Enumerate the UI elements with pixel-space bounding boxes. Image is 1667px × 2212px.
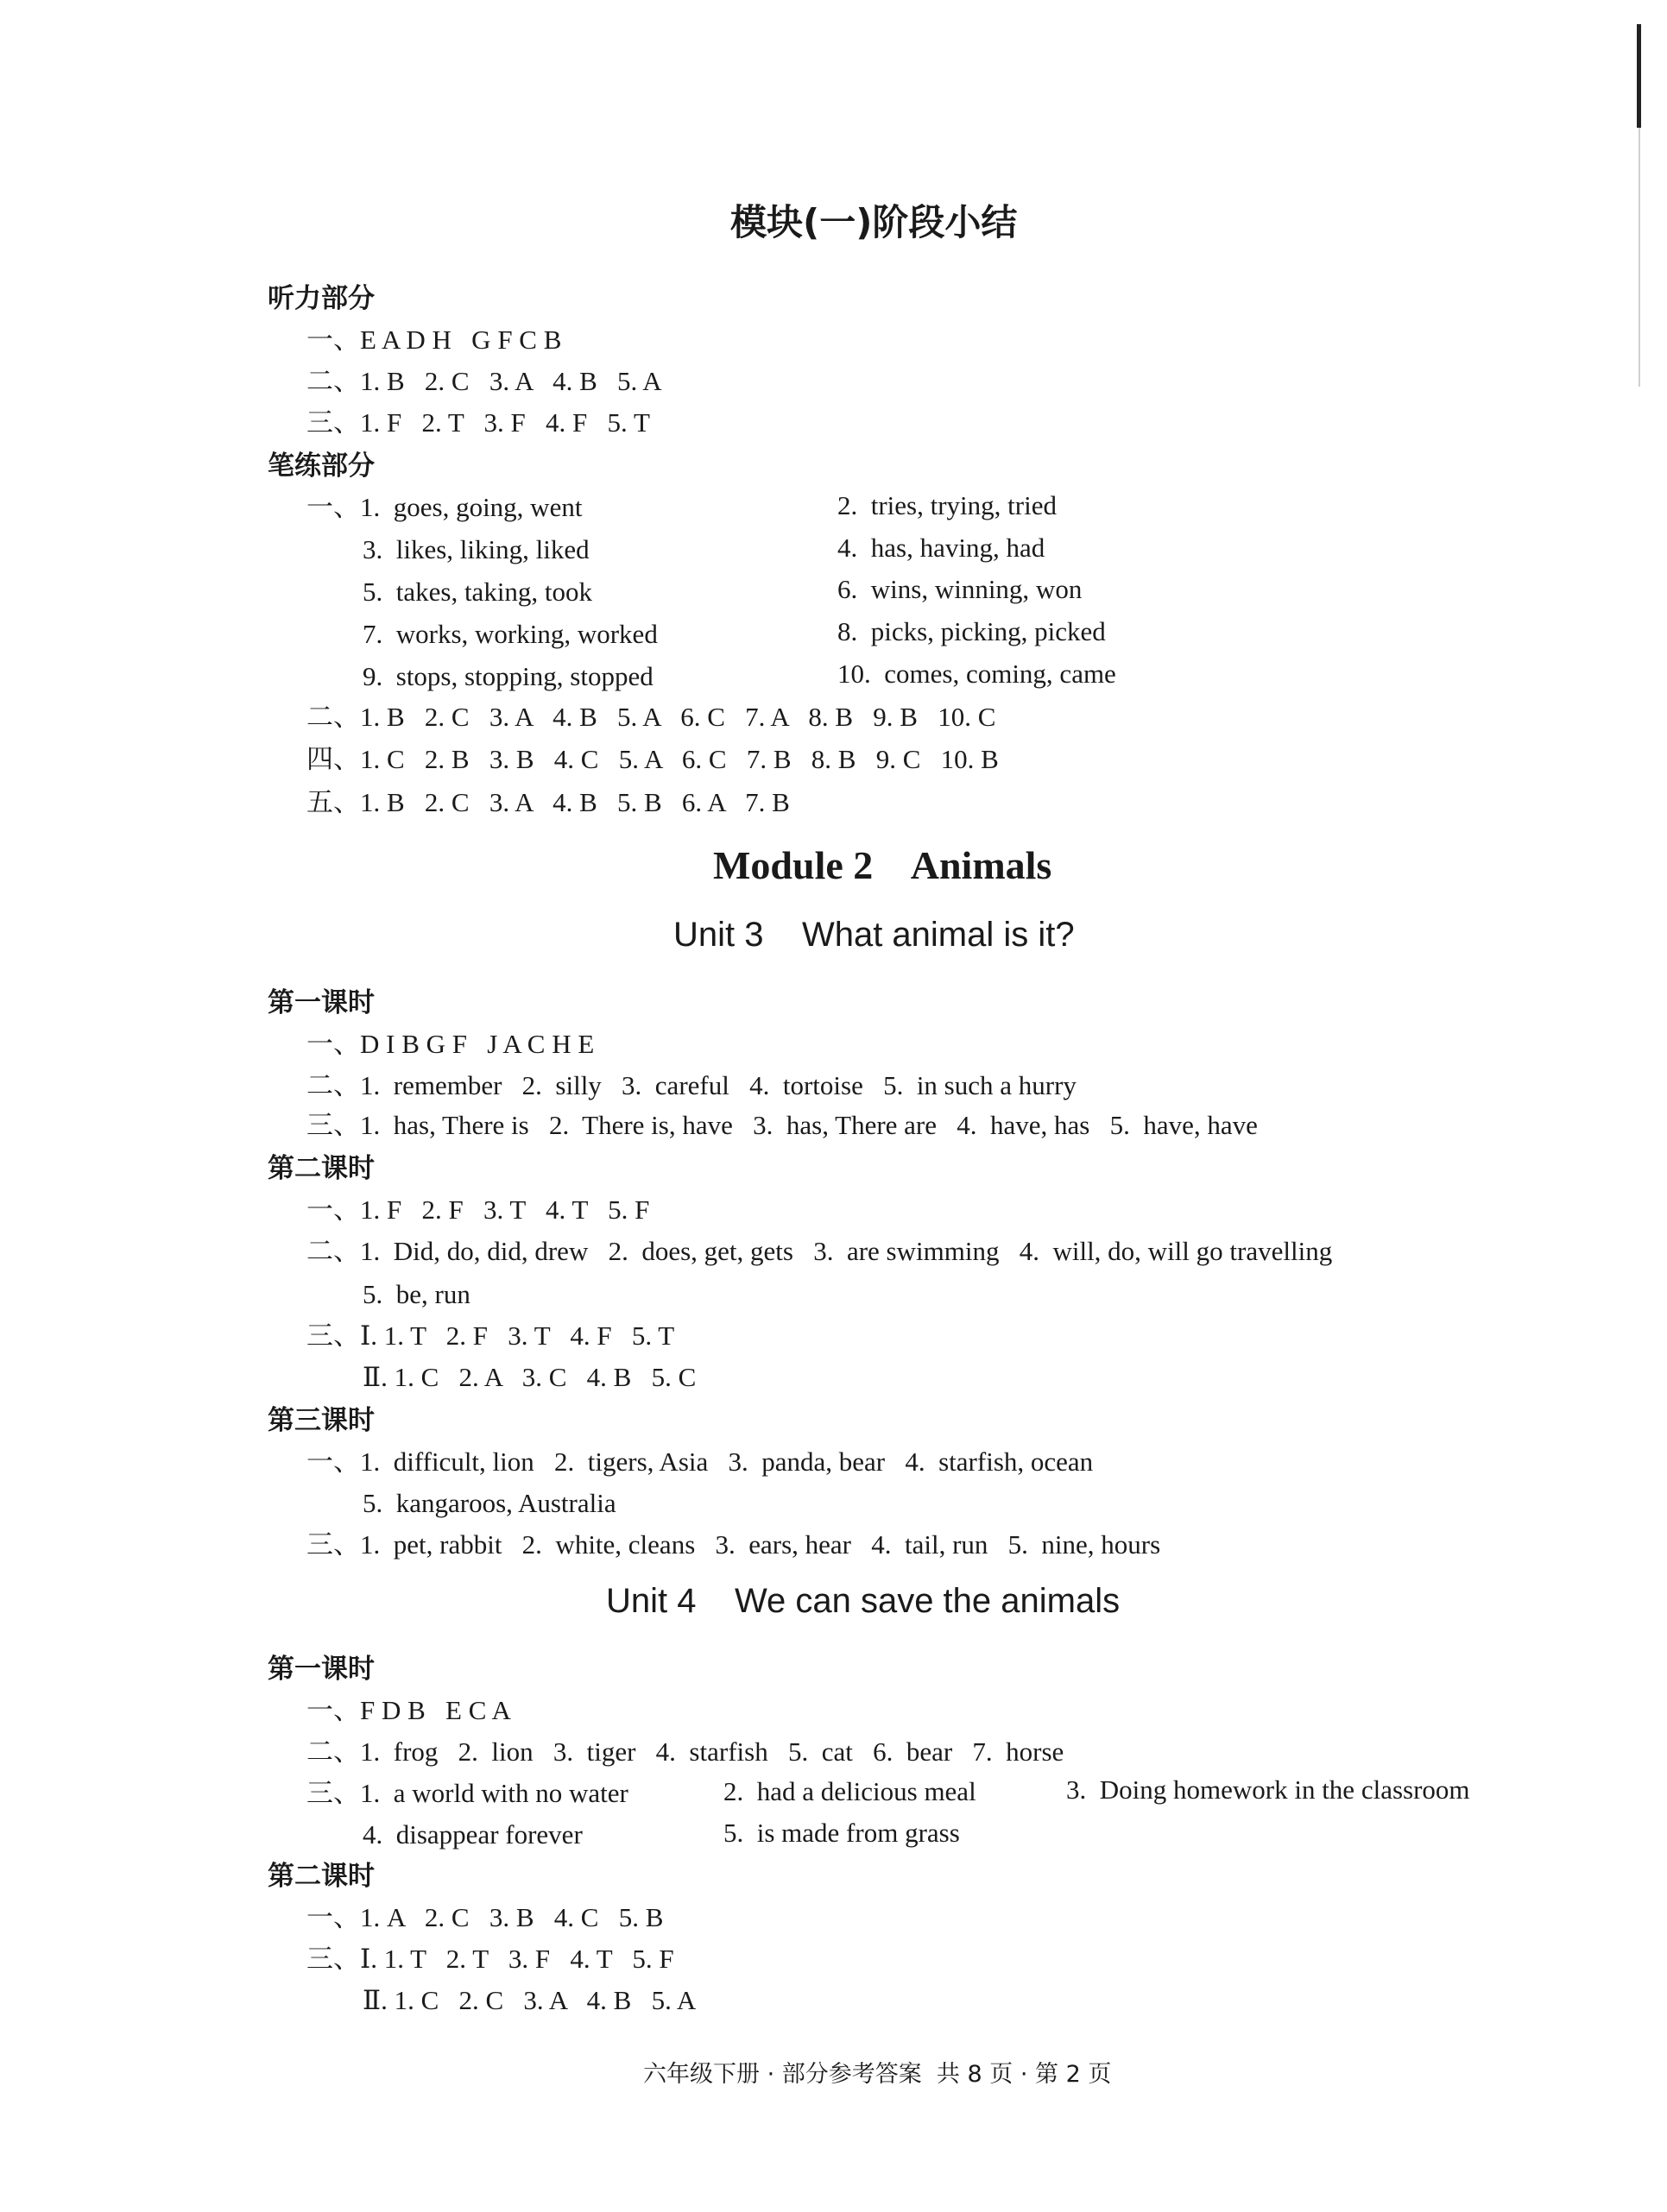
u3-l3-part3: 三、1. pet, rabbit 2. white, cleans 3. ears, hear 4. tail, run 5. nine, hours	[306, 1529, 1161, 1560]
writing-item-1: 一、1. goes, going, went	[306, 492, 583, 522]
u3-l1-part3: 三、1. has, There is 2. There is, have 3. has, There are 4. have, has 5. have, have	[306, 1110, 1258, 1140]
u4-l2-part3-ii: Ⅱ. 1. C 2. C 3. A 4. B 5. A	[363, 1985, 697, 2015]
listening-line-1: 一、E A D H G F C B	[306, 325, 562, 355]
u4-l1-part2: 二、1. frog 2. lion 3. tiger 4. starfish 5. cat 6. bear 7. horse	[306, 1736, 1064, 1767]
listening-line-3: 三、1. F 2. T 3. F 4. F 5. T	[306, 407, 650, 438]
listening-heading: 听力部分	[268, 283, 375, 314]
u3-l2-part2: 二、1. Did, do, did, drew 2. does, get, gets 3. are swimming 4. will, do, will go travelling	[306, 1236, 1333, 1266]
writing-item-4: 4. has, having, had	[837, 533, 1045, 563]
u4-l1-part3-4: 4. disappear forever	[363, 1819, 583, 1850]
writing-item-9: 9. stops, stopping, stopped	[363, 661, 654, 691]
summary-title: 模块(一)阶段小结	[730, 201, 1018, 243]
u3-l2-part2-cont: 5. be, run	[363, 1279, 470, 1309]
writing-item-6: 6. wins, winning, won	[837, 574, 1083, 604]
u3-l2-part3-i: 三、Ⅰ. 1. T 2. F 3. T 4. F 5. T	[306, 1320, 675, 1351]
unit4-title: Unit 4 We can save the animals	[606, 1582, 1121, 1620]
u3-l3-part1: 一、1. difficult, lion 2. tigers, Asia 3. panda, bear 4. starfish, ocean	[306, 1446, 1094, 1477]
unit3-title: Unit 3 What animal is it?	[673, 916, 1075, 954]
writing-heading: 笔练部分	[268, 451, 375, 482]
u4-lesson1-heading: 第一课时	[268, 1654, 375, 1685]
scan-edge-shadow	[1639, 128, 1640, 387]
writing-item-5: 5. takes, taking, took	[363, 577, 593, 607]
u3-l1-part1: 一、D I B G F J A C H E	[306, 1029, 595, 1059]
u3-l3-part1-cont: 5. kangaroos, Australia	[363, 1488, 616, 1518]
u4-l1-part1: 一、F D B E C A	[306, 1695, 511, 1725]
writing-part-5: 五、1. B 2. C 3. A 4. B 5. B 6. A 7. B	[306, 787, 790, 817]
writing-item-3: 3. likes, liking, liked	[363, 534, 590, 564]
module-title: Module 2 Animals	[713, 843, 1052, 887]
u4-lesson2-heading: 第二课时	[268, 1861, 375, 1892]
u4-l1-part3-5: 5. is made from grass	[723, 1818, 960, 1848]
writing-part-2: 二、1. B 2. C 3. A 4. B 5. A 6. C 7. A 8. B 9. B 10. C	[306, 702, 996, 732]
writing-item-8: 8. picks, picking, picked	[837, 616, 1106, 646]
writing-item-2: 2. tries, trying, tried	[837, 490, 1057, 520]
u3-l2-part1: 一、1. F 2. F 3. T 4. T 5. F	[306, 1194, 650, 1225]
writing-item-7: 7. works, working, worked	[363, 619, 658, 649]
u4-l1-part3-1: 三、1. a world with no water	[306, 1778, 628, 1808]
scan-edge-mark	[1637, 24, 1641, 128]
u3-l1-part2: 二、1. remember 2. silly 3. careful 4. tortoise 5. in such a hurry	[306, 1070, 1077, 1100]
page-footer: 六年级下册 · 部分参考答案 共 8 页 · 第 2 页	[643, 2061, 1112, 2088]
u3-lesson2-heading: 第二课时	[268, 1153, 375, 1184]
u4-l1-part3-3: 3. Doing homework in the classroom	[1066, 1774, 1470, 1805]
u3-l2-part3-ii: Ⅱ. 1. C 2. A 3. C 4. B 5. C	[363, 1362, 697, 1392]
u4-l2-part1: 一、1. A 2. C 3. B 4. C 5. B	[306, 1902, 664, 1932]
u3-lesson1-heading: 第一课时	[268, 987, 375, 1018]
listening-line-2: 二、1. B 2. C 3. A 4. B 5. A	[306, 366, 662, 396]
writing-item-10: 10. comes, coming, came	[837, 659, 1116, 689]
u4-l1-part3-2: 2. had a delicious meal	[723, 1776, 976, 1806]
u3-lesson3-heading: 第三课时	[268, 1405, 375, 1436]
writing-part-4: 四、1. C 2. B 3. B 4. C 5. A 6. C 7. B 8. B 9. C 10. B	[306, 744, 999, 774]
u4-l2-part3-i: 三、Ⅰ. 1. T 2. T 3. F 4. T 5. F	[306, 1944, 674, 1974]
